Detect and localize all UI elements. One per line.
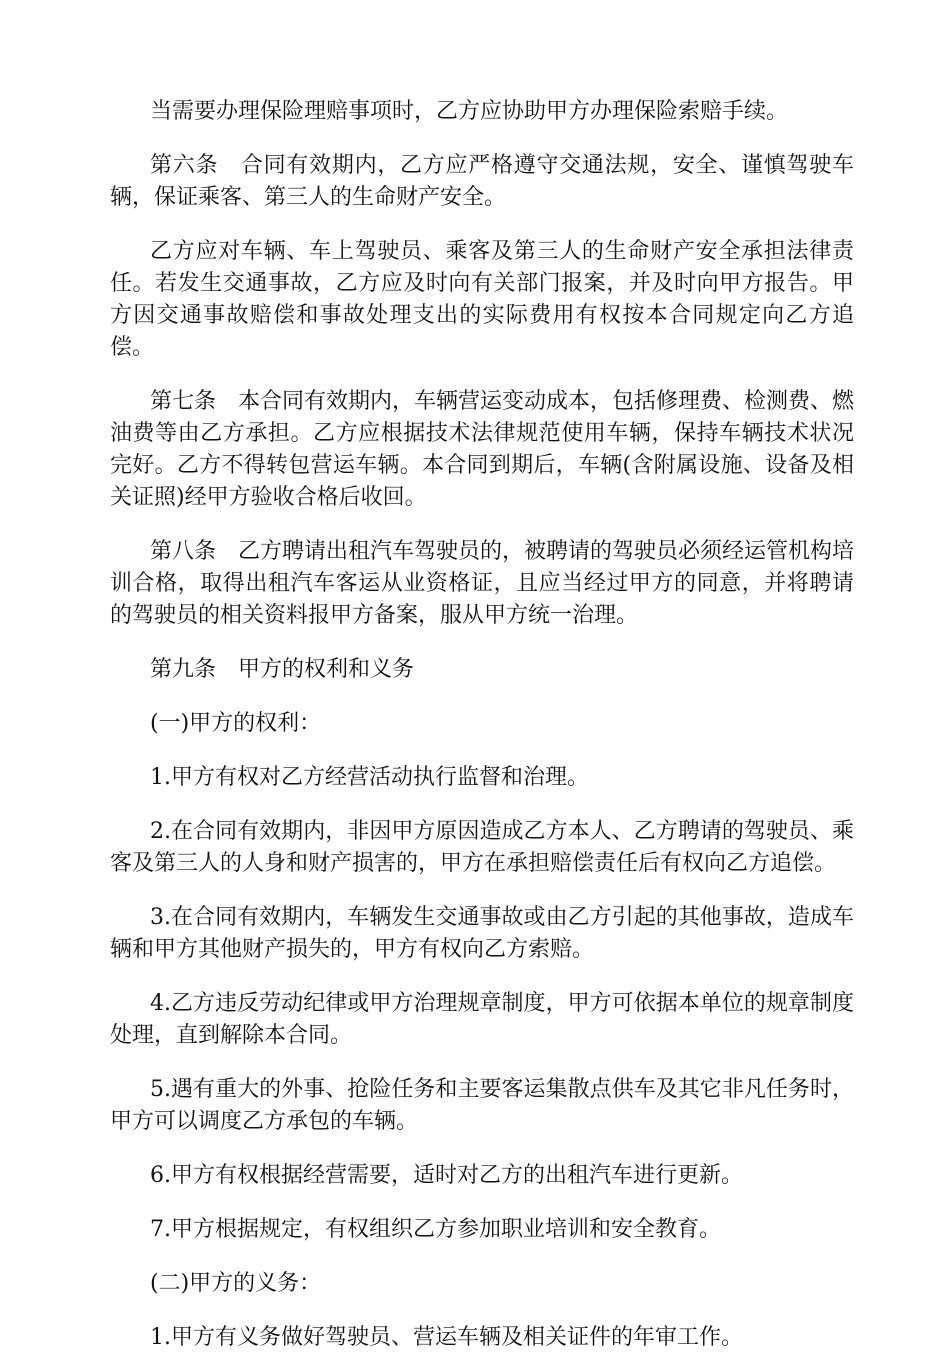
paragraph-right-6: 6.甲方有权根据经营需要，适时对乙方的出租汽车进行更新。 <box>150 1163 743 1188</box>
paragraph-article-9-heading: 第九条 甲方的权利和义务 <box>150 657 415 682</box>
paragraph-right-7: 7.甲方根据规定，有权组织乙方参加职业培训和安全教育。 <box>150 1217 721 1242</box>
paragraph-right-4: 4.乙方违反劳动纪律或甲方治理规章制度，甲方可依据本单位的规章制度处理，直到解除本合同。 <box>110 991 854 1048</box>
paragraph-party-a-duties-heading: (二)甲方的义务： <box>150 1271 322 1296</box>
paragraph-duty-1: 1.甲方有义务做好驾驶员、营运车辆及相关证件的年审工作。 <box>150 1325 743 1350</box>
paragraph-right-5: 5.遇有重大的外事、抢险任务和主要客运集散点供车及其它非凡任务时，甲方可以调度乙方承包的车辆。 <box>110 1077 854 1134</box>
paragraph-right-3: 3.在合同有效期内，车辆发生交通事故或由乙方引起的其他事故，造成车辆和甲方其他财产损失的，甲方有权向乙方索赔。 <box>110 905 854 962</box>
document-body <box>110 96 854 1354</box>
paragraph-right-2: 2.在合同有效期内，非因甲方原因造成乙方本人、乙方聘请的驾驶员、乘客及第三人的人身和财产损害的，甲方在承担赔偿责任后有权向乙方追偿。 <box>110 819 854 876</box>
paragraph-insurance-claim: 当需要办理保险理赔事项时，乙方应协助甲方办理保险索赔手续。 <box>150 99 789 124</box>
paragraph-article-7: 第七条 本合同有效期内，车辆营运变动成本，包括修理费、检测费、燃油费等由乙方承担。乙方应根据技术法律规范使用车辆，保持车辆技术状况完好。乙方不得转包营运车辆。本合同到期后，车辆(含附属设施、设备及相关证照)经甲方验收合格后收回。 <box>110 389 855 510</box>
paragraph-article-6: 第六条 合同有效期内，乙方应严格遵守交通法规，安全、谨慎驾驶车辆，保证乘客、第三人的生命财产安全。 <box>110 153 854 210</box>
paragraph-article-8: 第八条 乙方聘请出租汽车驾驶员的，被聘请的驾驶员必须经运管机构培训合格，取得出租汽车客运从业资格证，且应当经过甲方的同意，并将聘请的驾驶员的相关资料报甲方备案，服从甲方统一治理。 <box>110 539 855 628</box>
paragraph-article-6-liability: 乙方应对车辆、车上驾驶员、乘客及第三人的生命财产安全承担法律责任。若发生交通事故，乙方应及时向有关部门报案，并及时向甲方报告。甲方因交通事故赔偿和事故处理支出的实际费用有权按本合同规定向乙方追偿。 <box>110 239 854 360</box>
paragraph-right-1: 1.甲方有权对乙方经营活动执行监督和治理。 <box>150 765 589 790</box>
paragraph-party-a-rights-heading: (一)甲方的权利： <box>150 711 322 736</box>
